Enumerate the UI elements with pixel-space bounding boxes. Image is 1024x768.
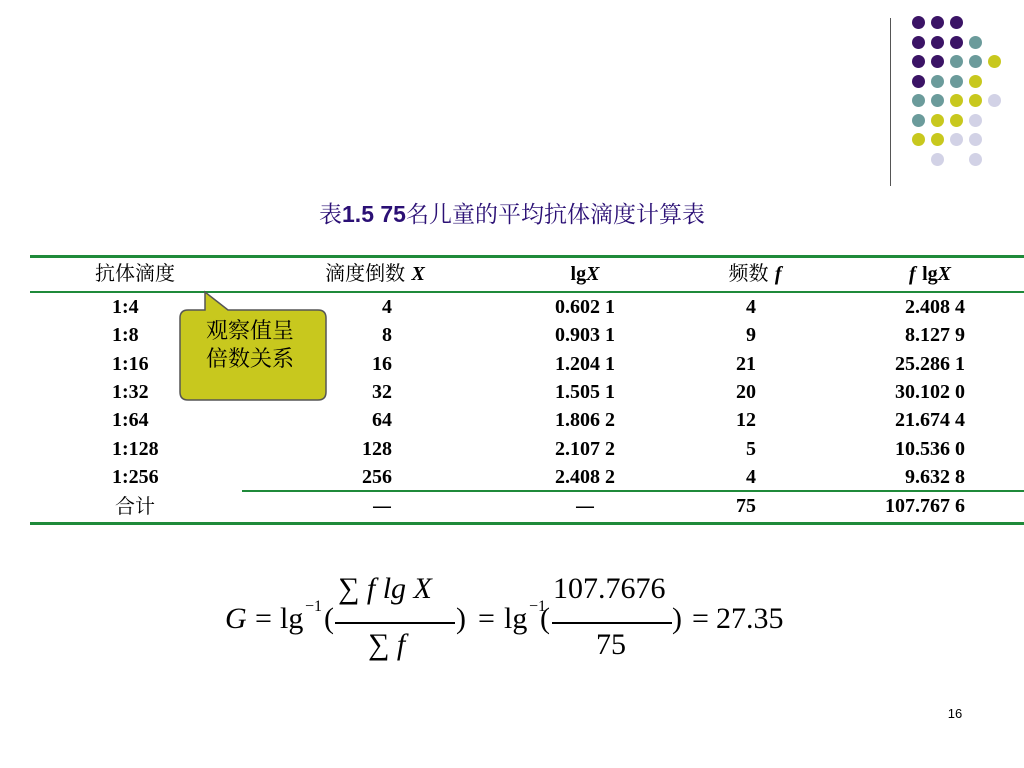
title-rest: 名儿童的平均抗体滴度计算表 [405, 202, 705, 228]
formula-fraction-bar-1 [335, 622, 455, 624]
decorative-dot [969, 153, 982, 166]
row-flgx: 30.102 0 [895, 380, 965, 403]
row-titer: 1:16 [112, 352, 149, 375]
decorative-dot [931, 153, 944, 166]
header-flgx-lg: lg [922, 263, 938, 285]
decorative-dot [931, 75, 944, 88]
formula-numerator-1: ∑ f lg X [338, 572, 432, 605]
page-number: 16 [947, 706, 963, 721]
header-flgx-f: f [909, 263, 916, 285]
row-titer: 1:256 [112, 465, 159, 488]
header-lgx-var: X [586, 263, 600, 285]
decorative-dot [950, 16, 963, 29]
row-frequency: 12 [736, 409, 756, 432]
decorative-dot-grid [0, 0, 1024, 200]
row-reciprocal: 4 [382, 296, 392, 318]
decorative-dot [931, 114, 944, 127]
total-flgx: 107.767 6 [885, 495, 965, 517]
callout-line-2: 倍数关系 [205, 347, 294, 372]
decorative-dot [950, 94, 963, 107]
decorative-dot [912, 55, 925, 68]
header-lgx [510, 261, 660, 286]
formula-result: 27.35 [716, 602, 784, 635]
decorative-dot [950, 133, 963, 146]
row-lgx: 2.408 2 [555, 465, 615, 488]
row-titer: 1:64 [112, 409, 149, 432]
row-frequency: 21 [736, 352, 756, 375]
formula-lg-2: lg [504, 602, 528, 635]
decorative-dot [931, 94, 944, 107]
formula-numerator-2: 107.7676 [553, 572, 666, 605]
formula-close-1: ) [456, 602, 466, 635]
decorative-dot [912, 75, 925, 88]
formula-sup-2: −1 [529, 598, 547, 615]
row-reciprocal: 256 [362, 465, 392, 488]
row-titer: 1:32 [112, 380, 149, 403]
row-titer: 1:4 [112, 296, 139, 318]
row-frequency: 5 [746, 437, 756, 460]
decorative-dot [969, 36, 982, 49]
decorative-dot [988, 94, 1001, 107]
row-reciprocal: 16 [372, 352, 392, 375]
decorative-dot [969, 75, 982, 88]
formula-sup-1: −1 [305, 598, 323, 615]
total-frequency: 75 [736, 495, 756, 517]
header-flgx-var: X [937, 263, 951, 285]
formula-close-2: ) [672, 602, 682, 635]
decorative-dot [931, 133, 944, 146]
row-reciprocal: 32 [372, 380, 392, 403]
header-frequency-text: 频数 [728, 261, 769, 285]
table-header-row [30, 261, 1024, 287]
geometric-mean-formula [220, 570, 800, 670]
row-lgx: 1.505 1 [555, 380, 615, 403]
callout-note [170, 288, 330, 408]
row-flgx: 2.408 4 [905, 296, 965, 318]
header-titer: 抗体滴度 [95, 261, 175, 285]
decorative-dot [912, 16, 925, 29]
header-lgx-lg: lg [570, 263, 587, 285]
total-label: 合计 [115, 494, 155, 518]
row-lgx: 2.107 2 [555, 437, 615, 460]
formula-denominator-2: 75 [596, 628, 626, 661]
header-reciprocal-text: 滴度倒数 [325, 261, 406, 285]
table-row [30, 408, 1024, 434]
decorative-dot [931, 16, 944, 29]
row-titer: 1:8 [112, 324, 139, 347]
formula-eq-2: = [478, 602, 495, 635]
decorative-dot [931, 55, 944, 68]
decorative-dot [969, 94, 982, 107]
row-frequency: 20 [736, 380, 756, 403]
decorative-dot [950, 55, 963, 68]
decorative-dot [969, 114, 982, 127]
row-flgx: 21.674 4 [895, 409, 965, 432]
formula-open-2: ( [540, 602, 550, 635]
row-lgx: 1.204 1 [555, 352, 615, 375]
formula-lhs: G [225, 602, 247, 635]
formula-fraction-bar-2 [552, 622, 672, 624]
table-row [30, 465, 1024, 491]
callout-text [180, 318, 320, 374]
decorative-dot [969, 133, 982, 146]
header-flgx [820, 261, 1024, 286]
decorative-dot [950, 36, 963, 49]
decorative-dot [950, 75, 963, 88]
formula-denominator-1: ∑ f [368, 628, 406, 661]
title-number: 1.5 75 [342, 201, 406, 227]
decorative-dot [988, 55, 1001, 68]
row-flgx: 8.127 9 [905, 324, 965, 347]
row-frequency: 4 [746, 296, 756, 318]
row-lgx: 1.806 2 [555, 409, 615, 432]
table-bottom-rule [30, 522, 1024, 525]
header-reciprocal-var: X [411, 263, 425, 285]
row-frequency: 4 [746, 465, 756, 488]
row-frequency: 9 [746, 324, 756, 347]
callout-line-1: 观察值呈 [205, 319, 294, 344]
row-flgx: 9.632 8 [905, 465, 965, 488]
row-reciprocal: 64 [372, 409, 392, 432]
row-lgx: 0.903 1 [555, 324, 615, 347]
table-title [0, 196, 1024, 229]
divider-line [890, 18, 891, 186]
decorative-dot [912, 133, 925, 146]
title-prefix: 表 [319, 202, 343, 228]
formula-eq-1: = [255, 602, 272, 635]
row-titer: 1:128 [112, 437, 159, 460]
formula-eq-3: = [692, 602, 709, 635]
decorative-dot [912, 114, 925, 127]
row-flgx: 25.286 1 [895, 352, 965, 375]
table-row [30, 437, 1024, 463]
table-total-row [30, 494, 1024, 520]
decorative-dot [912, 94, 925, 107]
total-reciprocal: — [372, 494, 392, 518]
decorative-dot [950, 114, 963, 127]
decorative-dot [969, 55, 982, 68]
row-lgx: 0.602 1 [555, 296, 615, 318]
table-top-rule [30, 255, 1024, 258]
header-frequency-var: f [774, 263, 782, 285]
row-reciprocal: 128 [362, 437, 392, 460]
decorative-dot [912, 36, 925, 49]
total-lgx: — [575, 494, 595, 518]
formula-lg-1: lg [280, 602, 304, 635]
decorative-dot [931, 36, 944, 49]
formula-open-1: ( [324, 602, 334, 635]
row-reciprocal: 8 [382, 324, 392, 347]
header-reciprocal [240, 261, 510, 286]
row-flgx: 10.536 0 [895, 437, 965, 460]
